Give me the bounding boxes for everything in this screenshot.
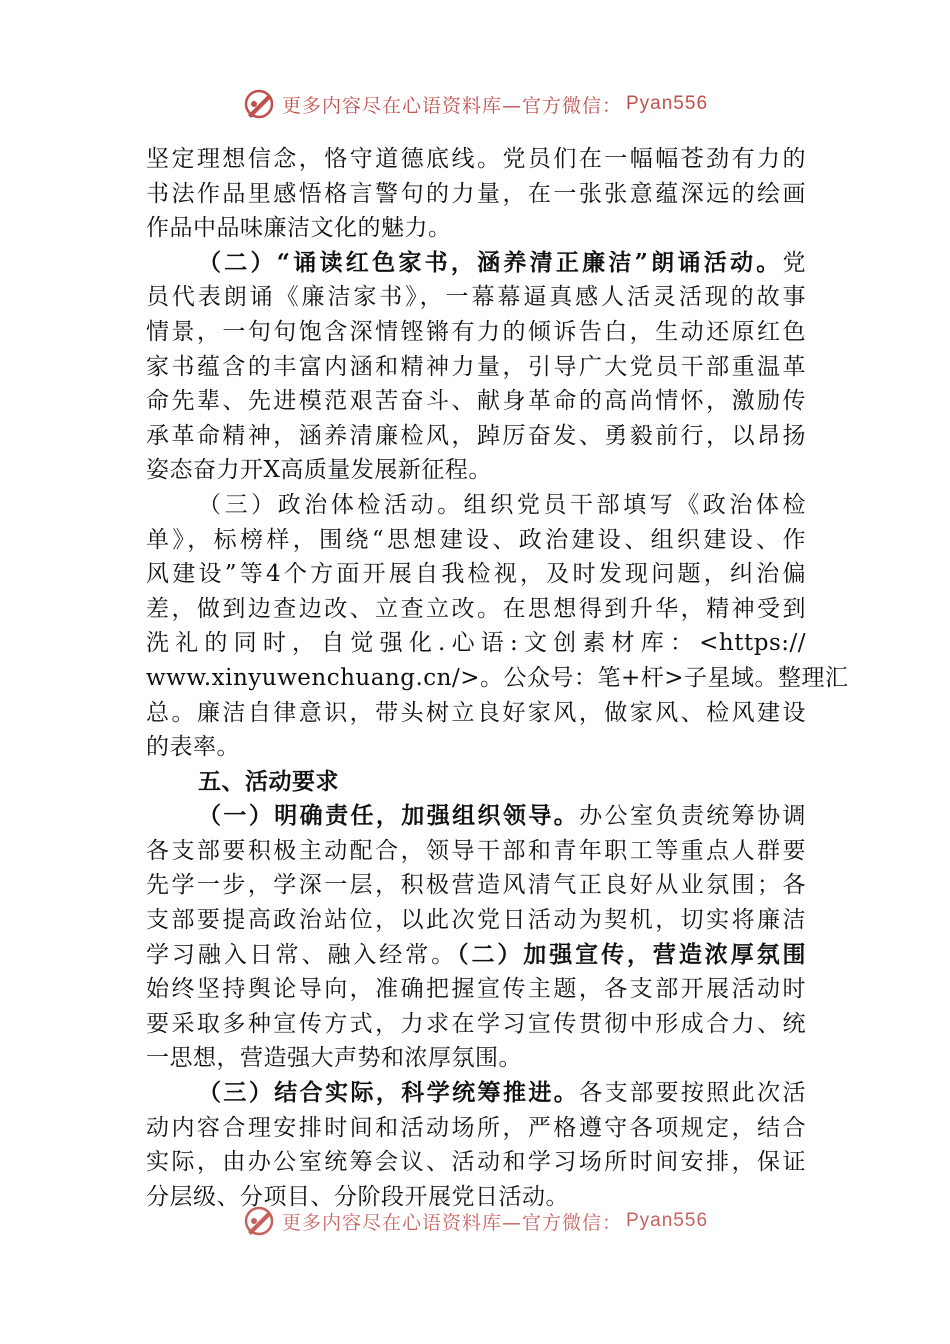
text-line: 家书蕴含的丰富内涵和精神力量，引导广大党员干部重温革 [146,353,806,380]
text-line: 一思想，营造强大声势和浓厚氛围。 [146,1045,522,1072]
text-line: 差，做到边查边改、立查立改。在思想得到升华，精神受到 [146,595,806,622]
header-watermark-banner [0,84,950,124]
text-line: 命先辈、先进模范艰苦奋斗、献身革命的高尚情怀，激励传 [146,388,806,415]
text-line [146,938,806,973]
section-title: （一）明确责任，加强组织领导。 [198,802,580,830]
text-line: 情景，一句句饱含深情铿锵有力的倾诉告白，生动还原红色 [146,318,806,345]
document-body [146,142,849,1214]
banner-wechat-id: Pyan556 [626,93,709,114]
pen-logo-icon [242,87,276,121]
banner-wechat-id: Pyan556 [626,1210,709,1231]
text-line: 的表率。 [146,734,240,761]
section-title: （二）加强宣传，营造浓厚氛围 [457,940,807,968]
text-line [146,246,806,281]
text-line: 总。廉洁自律意识，带头树立良好家风，做家风、检风建设 [146,699,806,726]
text-line: 分层级、分项目、分阶段开展党日活动。 [146,1183,569,1210]
text-line: 承革命精神，涵养清廉检风，踔厉奋发、勇毅前行，以昂扬 [146,422,806,449]
text-line [146,1076,806,1111]
text-span: 办公室负责统筹协调 [579,803,807,830]
text-line: 各支部要积极主动配合，领导干部和青年职工等重点人群要 [146,837,806,864]
text-line: 要采取多种宣传方式，力求在学习宣传贯彻中形成合力、统 [146,1010,806,1037]
text-line: 先学一步，学深一层，积极营造风清气正良好从业氛围；各 [146,872,806,899]
text-line: 实际，由办公室统筹会议、活动和学习场所时间安排，保证 [146,1149,806,1176]
text-line: 书法作品里感悟格言警句的力量，在一张张意蕴深远的绘画 [146,180,806,207]
section-title: （三）结合实际，科学统筹推进。 [198,1079,580,1107]
text-line: www.xinyuwenchuang.cn/>。公众号：笔+杆>子星域。整理汇 [146,664,849,691]
text-line: 风建设”等4个方面开展自我检视，及时发现问题，纠治偏 [146,561,806,588]
text-span: 各支部要按照此次活 [579,1080,807,1107]
text-line: 作品中品味廉洁文化的魅力。 [146,215,452,242]
text-line: 员代表朗诵《廉洁家书》，一幕幕逼真感人活灵活现的故事 [146,284,806,311]
text-line: 坚定理想信念，恪守道德底线。党员们在一幅幅苍劲有力的 [146,146,806,172]
text-span: 党 [782,249,806,276]
section-title: （二）“诵读红色家书，涵养清正廉洁”朗诵活动。 [198,248,783,276]
text-line: 支部要提高政治站位，以此次党日活动为契机，切实将廉洁 [146,907,806,934]
text-line: 姿态奋力开X高质量发展新征程。 [146,457,492,484]
pen-logo-icon [242,1204,276,1238]
text-span: 学习融入日常、融入经常。 [146,941,458,968]
banner-text: 更多内容尽在心语资料库—官方微信： [281,1211,622,1234]
text-line [146,799,806,834]
text-line: 动内容合理安排时间和活动场所，严格遵守各项规定，结合 [146,1114,806,1141]
text-line: 始终坚持舆论导向，准确把握宣传主题，各支部开展活动时 [146,976,806,1003]
footer-watermark-banner [0,1201,950,1241]
text-line: 单》，标榜样，围绕“思想建设、政治建设、组织建设、作 [146,526,806,553]
banner-text: 更多内容尽在心语资料库—官方微信： [281,94,622,117]
section-heading: 五、活动要求 [198,768,339,795]
text-line: 洗礼的同时，自觉强化.心语:文创素材库：<https:// [146,630,806,657]
text-line: （三）政治体检活动。组织党员干部填写《政治体检 [198,491,806,518]
